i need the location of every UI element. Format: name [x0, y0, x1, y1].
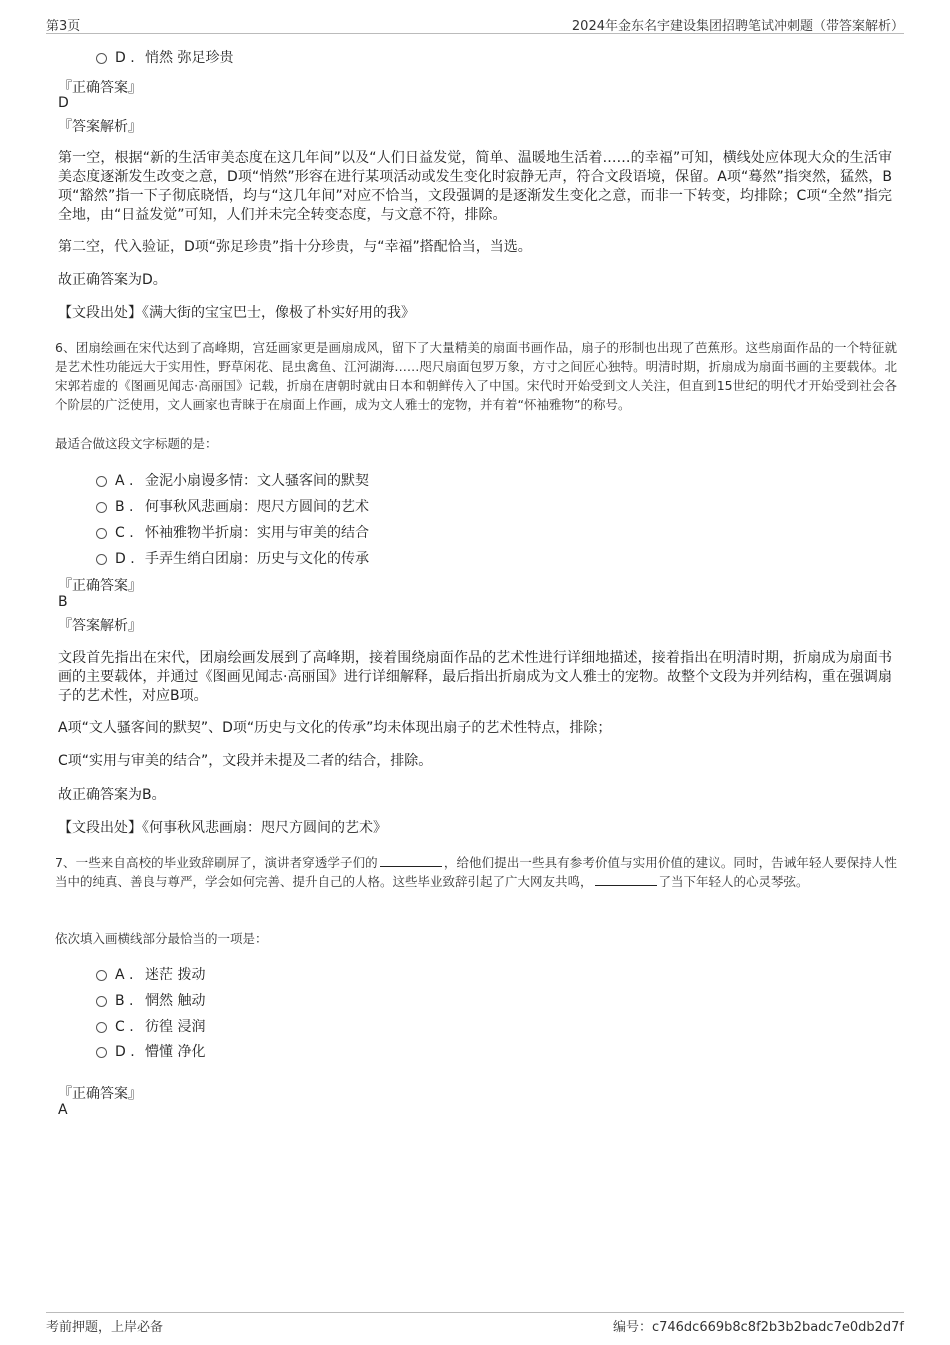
option-letter: B .: [115, 993, 134, 1009]
option-letter: D .: [115, 551, 135, 567]
option-text: 懵懂 净化: [145, 1044, 206, 1060]
q6-option-b[interactable]: [96, 496, 369, 516]
q5-source: 【文段出处】《满大街的宝宝巴士，像极了朴实好用的我》: [58, 305, 415, 321]
q7-text-part: 了当下年轻人的心灵琴弦。: [658, 874, 809, 889]
option-text: 悄然 弥足珍贵: [145, 50, 234, 66]
radio-icon[interactable]: [96, 554, 107, 565]
q5-analysis-p1: 第一空，根据“新的生活审美态度在这几年间”以及“人们日益发觉，简单、温暖地生活着……的幸福”可知，横线处应体现大众的生活审美态度逐渐发生改变之意，D项“悄然”形容在进行某项活动或发生变化时寂静无声，符合文段语境，保留。A项“蓦然”指突然，猛然，B项“豁然”指一下子彻底晓悟，均与“这几年间”对应不恰当，文段强调的是逐渐发生变化之意，而非一下转变，均排除；C项“全然”指完全地，由“日益发觉”可知，人们并未完全转变态度，与文意不符，排除。: [58, 150, 892, 223]
option-letter: A .: [115, 967, 134, 983]
option-text: 手弄生绡白团扇：历史与文化的传承: [145, 551, 369, 567]
option-text: 彷徨 浸润: [145, 1019, 206, 1035]
q6-analysis-p3: C项“实用与审美的结合”，文段并未提及二者的结合，排除。: [58, 753, 433, 769]
page-number: 第3页: [46, 19, 81, 34]
q5-analysis-label: 『答案解析』: [58, 119, 142, 135]
q6-prompt: 最适合做这段文字标题的是：: [55, 436, 218, 451]
radio-icon[interactable]: [96, 502, 107, 513]
q6-option-a[interactable]: [96, 470, 369, 490]
option-letter: D .: [115, 1044, 135, 1060]
option-letter: C .: [115, 1019, 134, 1035]
footer-slogan: 考前押题，上岸必备: [46, 1320, 164, 1335]
q7-option-b[interactable]: [96, 990, 205, 1010]
q6-analysis-label: 『答案解析』: [58, 618, 142, 634]
q7-option-a[interactable]: [96, 964, 205, 984]
q7-option-c[interactable]: [96, 1016, 205, 1036]
option-text: 金泥小扇谩多情：文人骚客间的默契: [145, 473, 369, 489]
radio-icon[interactable]: [96, 1022, 107, 1033]
radio-icon[interactable]: [96, 1047, 107, 1058]
blank-line: [380, 854, 442, 867]
option-text: 何事秋风悲画扇：咫尺方圆间的艺术: [145, 499, 369, 515]
q6-source: 【文段出处】《何事秋风悲画扇：咫尺方圆间的艺术》: [58, 820, 387, 836]
option-text: 迷茫 拨动: [145, 967, 206, 983]
q6-analysis-p4: 故正确答案为B。: [58, 787, 166, 803]
q7-answer-label: 『正确答案』: [58, 1086, 142, 1102]
option-letter: B .: [115, 499, 134, 515]
q6-analysis-p1: 文段首先指出在宋代，团扇绘画发展到了高峰期，接着围绕扇面作品的艺术性进行详细地描述，接着指出在明清时期，折扇成为扇面书画的主要载体，并通过《图画见闻志·高丽国》进行详细解释，最后指出折扇成为文人雅士的宠物。故整个文段为并列结构，重在强调扇子的艺术性，对应B项。: [58, 650, 892, 704]
q5-analysis-p3: 故正确答案为D。: [58, 272, 167, 288]
q6-analysis-p2: A项“文人骚客间的默契”、D项“历史与文化的传承”均未体现出扇子的艺术性特点，排除；: [58, 720, 612, 736]
q7-option-d[interactable]: [96, 1041, 205, 1061]
option-letter: D .: [115, 50, 135, 66]
page-header: [46, 15, 904, 34]
document-code: 编号：c746dc669b8c8f2b3b2badc7e0db2d7f: [612, 1320, 904, 1335]
q5-answer: D: [58, 95, 69, 111]
q7-prompt: 依次填入画横线部分最恰当的一项是：: [55, 931, 268, 946]
q7-text-part: ，给他们提出一些具有参考价值与实用价值的建议。同时，告诫年轻人要保持人性当中的纯真、善良与尊严，学会如何完善、提升自己的人格。这些毕业致辞引起了广大网友共鸣，: [55, 855, 897, 889]
q7-text-part: 7、一些来自高校的毕业致辞刷屏了，演讲者穿透学子们的: [55, 855, 378, 870]
q6-answer-label: 『正确答案』: [58, 578, 142, 594]
radio-icon[interactable]: [96, 528, 107, 539]
q5-answer-label: 『正确答案』: [58, 80, 142, 96]
option-text: 惘然 触动: [145, 993, 206, 1009]
q6-question-text: 6、团扇绘画在宋代达到了高峰期，宫廷画家更是画扇成风，留下了大量精美的扇面书画作品，扇子的形制也出现了芭蕉形。这些扇面作品的一个特征就是艺术性功能远大于实用性，野草闲花、昆虫禽鱼、江河湖海……咫尺扇面包罗万象，方寸之间匠心独特。明清时期，折扇成为扇面书画的主要载体。北宋郭若虚的《图画见闻志·高丽国》记载，折扇在唐朝时就由日本和朝鲜传入了中国。宋代时开始受到文人关注，但直到15世纪的明代才开始受到社会各个阶层的广泛使用，文人画家也青睐于在扇面上作画，成为文人雅士的宠物，并有着“怀袖雅物”的称号。: [55, 340, 897, 412]
q5-option-d[interactable]: [96, 47, 233, 67]
q7-question-text: [55, 853, 897, 891]
blank-line: [595, 873, 657, 886]
page-footer: [46, 1312, 904, 1335]
document-title: 2024年金东名宇建设集团招聘笔试冲刺题（带答案解析）: [571, 19, 904, 34]
radio-icon[interactable]: [96, 53, 107, 64]
radio-icon[interactable]: [96, 970, 107, 981]
q6-option-c[interactable]: [96, 522, 369, 542]
q6-option-d[interactable]: [96, 548, 369, 568]
radio-icon[interactable]: [96, 476, 107, 487]
q6-answer: B: [58, 594, 68, 610]
q7-answer: A: [58, 1102, 68, 1118]
option-letter: A .: [115, 473, 134, 489]
option-letter: C .: [115, 525, 134, 541]
option-text: 怀袖雅物半折扇：实用与审美的结合: [145, 525, 369, 541]
radio-icon[interactable]: [96, 996, 107, 1007]
q5-analysis-p2: 第二空，代入验证，D项“弥足珍贵”指十分珍贵，与“幸福”搭配恰当，当选。: [58, 239, 532, 255]
